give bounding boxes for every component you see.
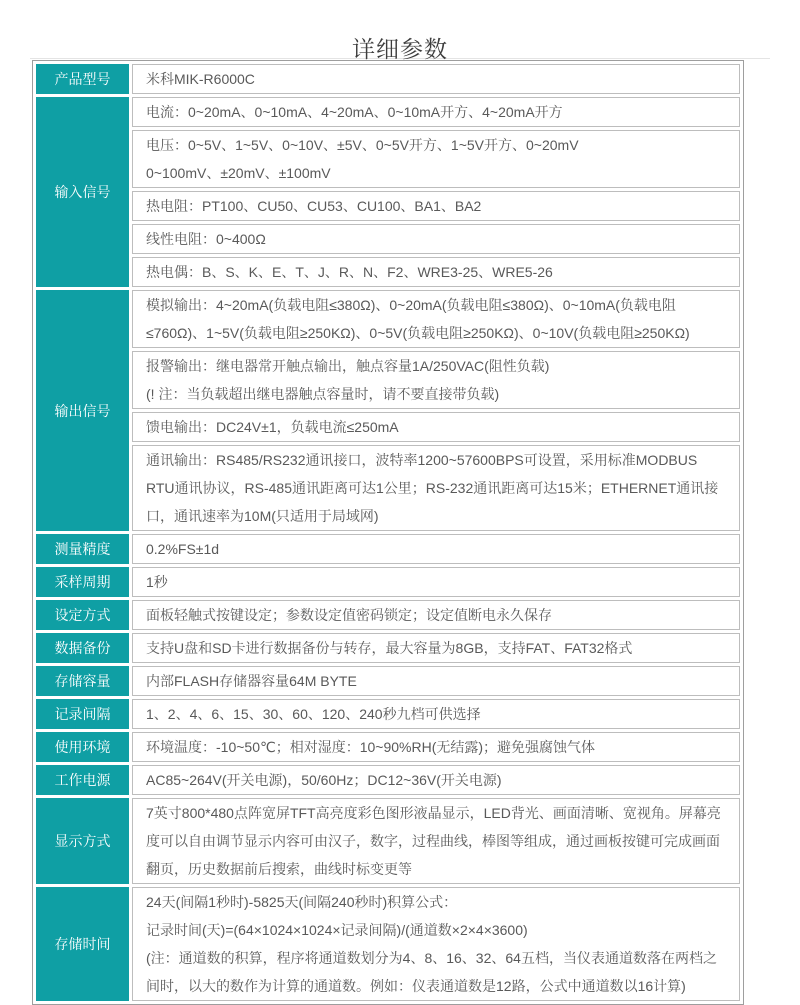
value-line: 电流：0~20mA、0~10mA、4~20mA、0~10mA开方、4~20mA开方: [146, 104, 563, 120]
table-row: [36, 257, 740, 287]
value-line: 报警输出：继电器常开触点输出，触点容量1A/250VAC(阻性负载): [146, 358, 550, 374]
table-row: [36, 191, 740, 221]
spec-value-setting-method: [132, 600, 740, 630]
value-line: 24天(间隔1秒时)-5825天(间隔240秒时)积算公式：: [146, 894, 458, 910]
value-line: 内部FLASH存储器容量64M BYTE: [146, 673, 357, 689]
table-row: [36, 130, 740, 188]
value-line: AC85~264V(开关电源)，50/60Hz；DC12~36V(开关电源): [146, 772, 502, 788]
value-line: 1秒: [146, 574, 168, 590]
table-row: [36, 97, 740, 127]
page-title: 详细参数: [352, 36, 448, 62]
spec-value-product-model: [132, 64, 740, 94]
spec-value-storage-time: [132, 887, 740, 1001]
value-line: 馈电输出：DC24V±1，负载电流≤250mA: [146, 419, 399, 435]
value-line: 7英寸800*480点阵宽屏TFT高亮度彩色图形液晶显示，LED背光、画面清晰、宽视角。屏幕亮度可以自由调节显示内容可由汉子，数字，过程曲线，棒图等组成，通过画板按键可完成画面翻页，历史数据前后搜索，曲线时标变更等: [146, 805, 721, 877]
value-line: 线性电阻：0~400Ω: [146, 231, 266, 247]
spec-value-measurement-accuracy: [132, 534, 740, 564]
value-line: (注：通道数的积算，程序将通道数划分为4、8、16、32、64五档，当仪表通道数落在两档之间时，以大的数作为计算的通道数。例如：仪表通道数是12路，公式中通道数以16计算): [146, 950, 717, 994]
table-row: [36, 290, 740, 348]
table-row: [36, 765, 740, 795]
table-row: [36, 666, 740, 696]
spec-label-record-interval: 记录间隔: [36, 699, 129, 729]
table-row: [36, 224, 740, 254]
table-row: [36, 64, 740, 94]
spec-label-data-backup: 数据备份: [36, 633, 129, 663]
spec-value-current: [132, 97, 740, 127]
spec-table: [32, 60, 744, 1005]
spec-value-communication-output: [132, 445, 740, 531]
table-row: [36, 732, 740, 762]
spec-label-operating-environment: 使用环境: [36, 732, 129, 762]
value-line: 记录时间(天)=(64×1024×1024×记录间隔)/(通道数×2×4×3600): [146, 922, 528, 938]
spec-value-operating-environment: [132, 732, 740, 762]
spec-value-data-backup: [132, 633, 740, 663]
spec-label-power-supply: 工作电源: [36, 765, 129, 795]
value-line: 电压：0~5V、1~5V、0~10V、±5V、0~5V开方、1~5V开方、0~20mV: [146, 137, 579, 153]
table-row: [36, 534, 740, 564]
spec-label-output-signal: 输出信号: [36, 290, 129, 531]
spec-value-power-supply: [132, 765, 740, 795]
value-line: 面板轻触式按键设定；参数设定值密码锁定；设定值断电永久保存: [146, 607, 552, 623]
spec-label-storage-time: 存储时间: [36, 887, 129, 1001]
table-row: [36, 351, 740, 409]
spec-value-alarm-output: [132, 351, 740, 409]
spec-label-product-model: 产品型号: [36, 64, 129, 94]
spec-value-thermocouple: [132, 257, 740, 287]
value-line: 模拟输出：4~20mA(负载电阻≤380Ω)、0~20mA(负载电阻≤380Ω)、0~10mA(负载电阻≤760Ω)、1~5V(负载电阻≥250KΩ)、0~5V(负载电阻≥250KΩ)、0~10V(负载电阻≥250KΩ): [146, 297, 690, 341]
spec-label-storage-capacity: 存储容量: [36, 666, 129, 696]
table-row: [36, 798, 740, 884]
value-line: 米科MIK-R6000C: [146, 71, 255, 87]
spec-label-sampling-period: 采样周期: [36, 567, 129, 597]
spec-value-rtd: [132, 191, 740, 221]
spec-label-measurement-accuracy: 测量精度: [36, 534, 129, 564]
table-row: [36, 412, 740, 442]
spec-value-analog-output: [132, 290, 740, 348]
spec-label-display-mode: 显示方式: [36, 798, 129, 884]
spec-value-sampling-period: [132, 567, 740, 597]
table-row: [36, 699, 740, 729]
value-line: 环境温度：-10~50℃；相对湿度：10~90%RH(无结露)；避免强腐蚀气体: [146, 739, 596, 755]
value-line: 热电偶：B、S、K、E、T、J、R、N、F2、WRE3-25、WRE5-26: [146, 264, 553, 280]
spec-value-linear-resistance: [132, 224, 740, 254]
spec-label-setting-method: 设定方式: [36, 600, 129, 630]
spec-label-input-signal: 输入信号: [36, 97, 129, 287]
value-line: 0~100mV、±20mV、±100mV: [146, 165, 331, 181]
spec-value-voltage: [132, 130, 740, 188]
spec-value-record-interval: [132, 699, 740, 729]
table-row: [36, 633, 740, 663]
value-line: 支持U盘和SD卡进行数据备份与转存，最大容量为8GB，支持FAT、FAT32格式: [146, 640, 633, 656]
spec-value-feed-output: [132, 412, 740, 442]
table-row: [36, 445, 740, 531]
spec-value-display-mode: [132, 798, 740, 884]
value-line: 0.2%FS±1d: [146, 541, 220, 557]
value-line: 热电阻：PT100、CU50、CU53、CU100、BA1、BA2: [146, 198, 482, 214]
table-row: [36, 887, 740, 1001]
table-row: [36, 567, 740, 597]
value-line: 通讯输出：RS485/RS232通讯接口，波特率1200~57600BPS可设置，采用标准MODBUS RTU通讯协议，RS-485通讯距离可达1公里；RS-232通讯距离可达15米；ETHERNET通讯接口，通讯速率为10M(只适用于局域网): [146, 452, 719, 524]
table-row: [36, 600, 740, 630]
spec-value-storage-capacity: [132, 666, 740, 696]
value-line: 1、2、4、6、15、30、60、120、240秒九档可供选择: [146, 706, 481, 722]
value-line: (! 注：当负载超出继电器触点容量时，请不要直接带负载): [146, 386, 500, 402]
